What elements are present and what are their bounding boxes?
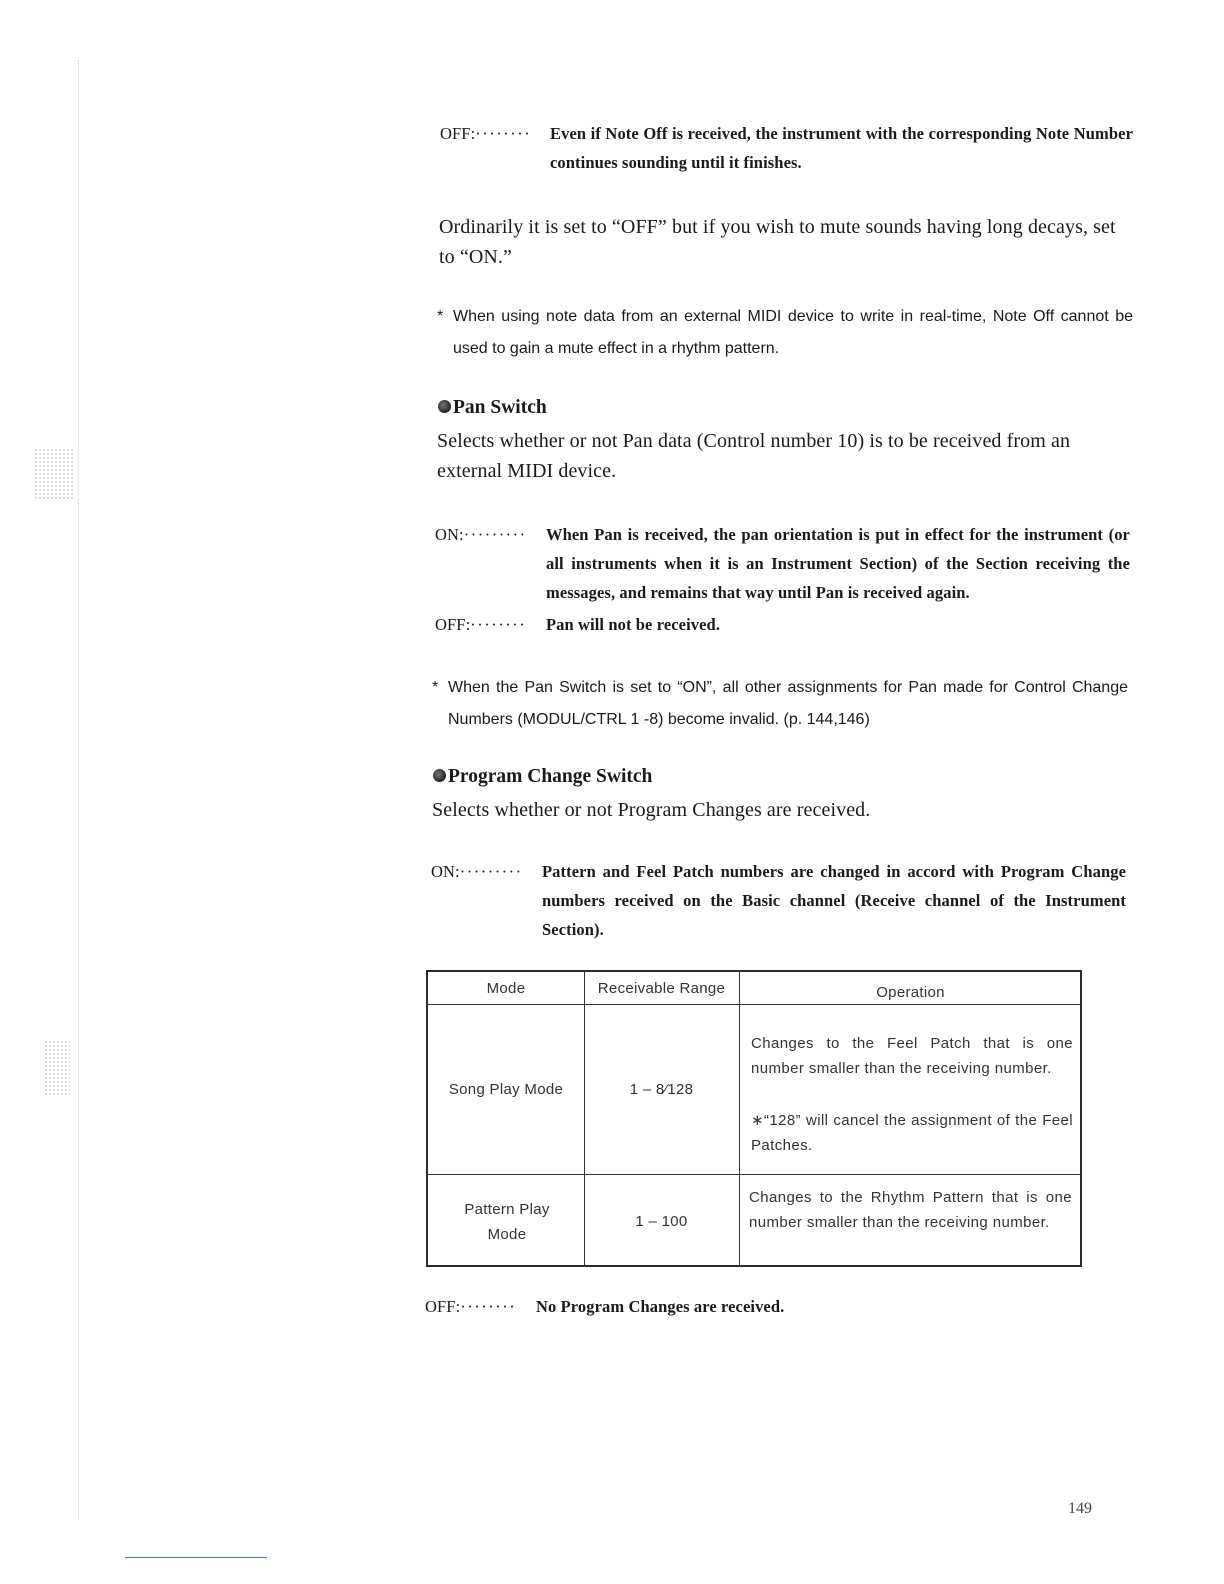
program-change-off-definition — [425, 1292, 1120, 1321]
definition-key: OFF:········ — [425, 1297, 517, 1316]
table-cell-operation: Changes to the Rhythm Pattern that is one number smaller than the receiving number. — [749, 1189, 1072, 1231]
pan-switch-heading: Pan Switch — [438, 395, 547, 421]
table-cell-range: 1 – 8⁄128 — [629, 1080, 694, 1098]
bullet-icon — [433, 769, 446, 782]
program-change-table — [426, 970, 1082, 1267]
definition-text: When Pan is received, the pan orientation is put in effect for the instrument (or all instruments when it is an Instrument Section) of the Section receiving the messages, and remains that way until Pan is received again. — [546, 525, 1130, 602]
table-cell-operation: Changes to the Feel Patch that is one number smaller than the receiving number. — [751, 1035, 1073, 1077]
definition-key: OFF:········ — [435, 615, 527, 634]
page-number: 149 — [1068, 1500, 1092, 1517]
pan-switch-note — [432, 672, 1128, 736]
program-change-heading: Program Change Switch — [433, 764, 652, 790]
table-divider — [428, 1174, 1080, 1175]
definition-key: ON:········· — [431, 862, 523, 881]
pan-switch-on-definition — [435, 520, 1130, 608]
definition-text: Pattern and Feel Patch numbers are changed in accord with Program Change numbers received on the Basic channel (Receive channel of the Instrument Section). — [542, 862, 1126, 939]
table-cell-mode: Song Play Mode — [448, 1080, 564, 1098]
table-cell-mode: Pattern Play Mode — [464, 1200, 550, 1243]
scan-margin-line — [78, 60, 79, 1520]
asterisk: * — [432, 679, 439, 696]
bullet-icon — [438, 400, 451, 413]
pan-switch-description: Selects whether or not Pan data (Control number 10) is to be received from an external MIDI device. — [437, 430, 1071, 482]
definition-text: No Program Changes are received. — [536, 1297, 785, 1316]
table-cell-range: 1 – 100 — [635, 1213, 688, 1230]
program-change-description: Selects whether or not Program Changes are received. — [432, 799, 871, 821]
realtime-note-text: When using note data from an external MIDI device to write in real-time, Note Off cannot be used to gain a mute effect in a rhythm pattern. — [453, 308, 1133, 357]
definition-text: Even if Note Off is received, the instrument with the corresponding Note Number continues sounding until it finishes. — [550, 124, 1133, 172]
pan-switch-note-text: When the Pan Switch is set to “ON”, all other assignments for Pan made for Control Change Numbers (MODUL/CTRL 1 -8) become invalid. (p. 144,146) — [448, 679, 1128, 728]
table-header-operation: Operation — [876, 983, 945, 1001]
asterisk: * — [437, 308, 444, 325]
realtime-note — [437, 301, 1133, 365]
definition-key: ON:········· — [435, 525, 527, 544]
definition-key: OFF:········ — [440, 124, 532, 143]
table-divider — [739, 972, 740, 1265]
definition-text: Pan will not be received. — [546, 615, 721, 634]
scan-speckle-bottom — [44, 1040, 70, 1096]
table-header-range: Receivable Range — [597, 979, 726, 997]
table-header-mode: Mode — [486, 979, 526, 997]
pan-switch-off-definition — [435, 610, 1130, 639]
program-change-on-definition — [431, 857, 1126, 945]
scan-speckle-top — [34, 448, 74, 500]
ordinarily-paragraph: Ordinarily it is set to “OFF” but if you wish to mute sounds having long decays, set to “ON.” — [439, 216, 1116, 268]
note-off-off-definition — [440, 119, 1133, 179]
scan-bottom-rule — [125, 1557, 267, 1558]
table-cell-operation-note: ∗“128” will cancel the assignment of the Feel Patches. — [751, 1112, 1073, 1154]
